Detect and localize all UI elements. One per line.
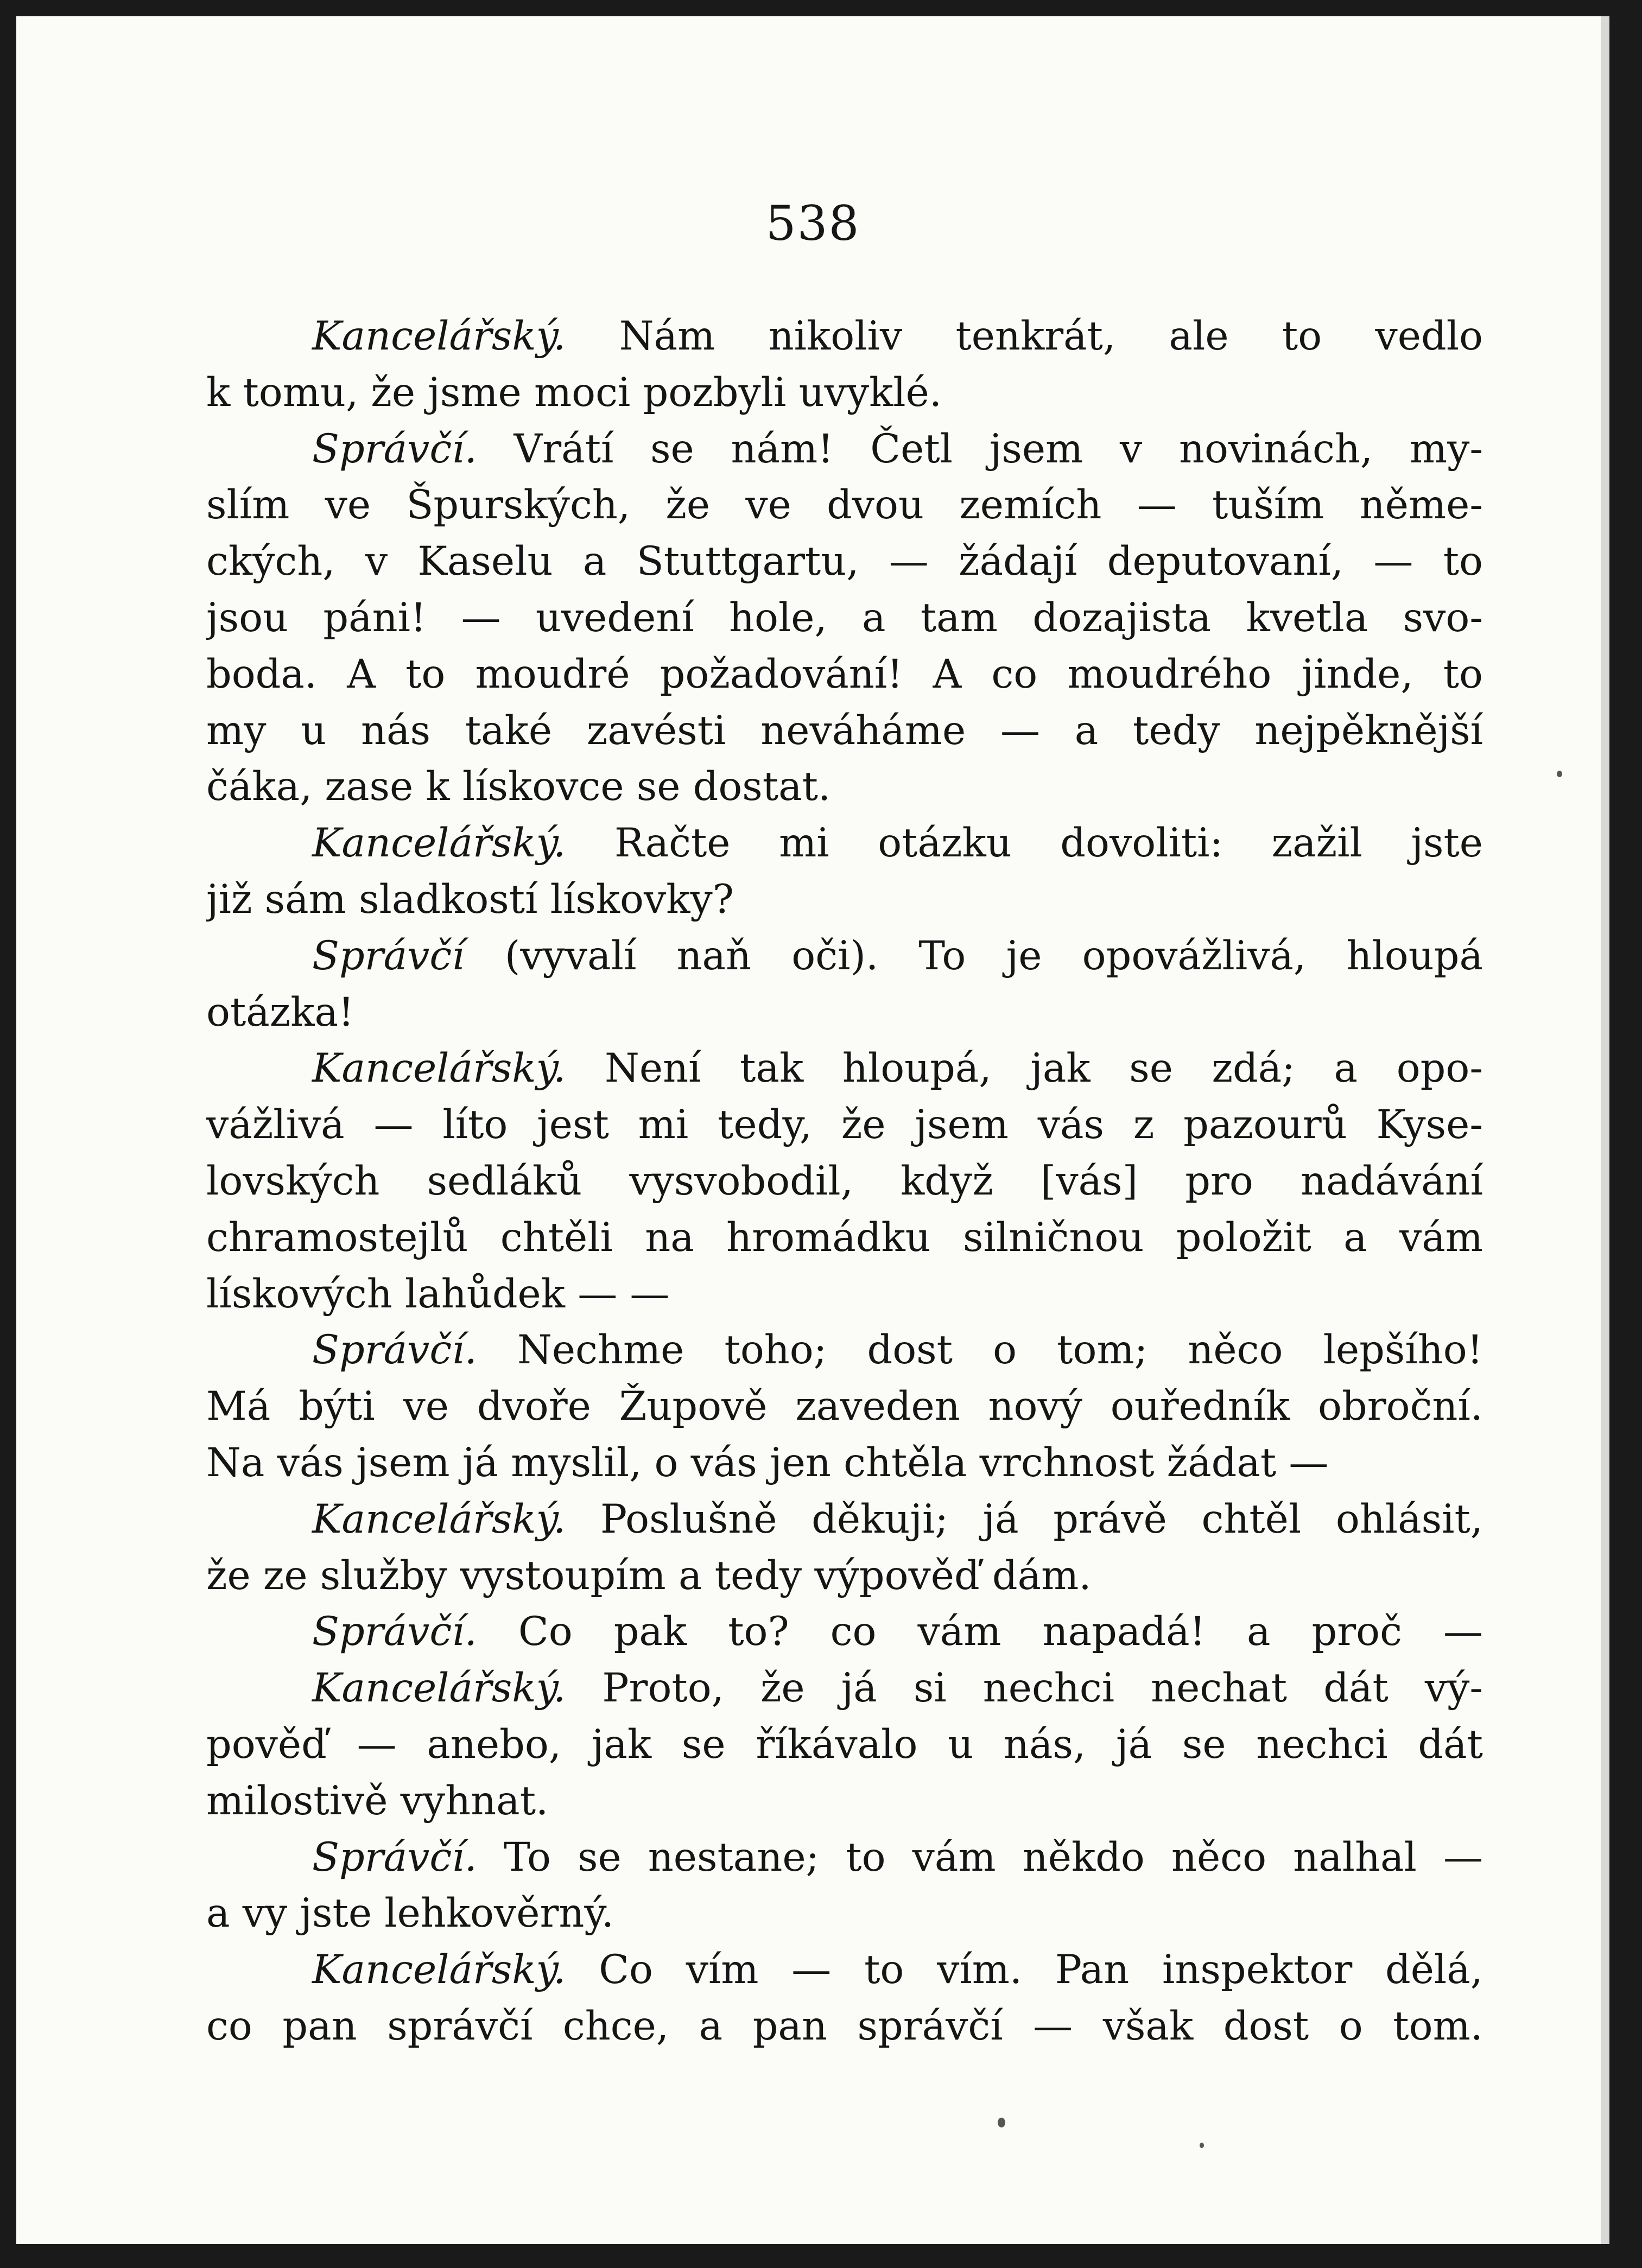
- speaker-name: Správčí: [312, 932, 465, 979]
- paragraph: [206, 928, 1483, 1041]
- paragraph: [206, 815, 1483, 928]
- text-line: [206, 815, 1483, 872]
- line-text: Poslušně děkuji; já právě chtěl ohlásit,: [566, 1496, 1483, 1542]
- line-text: (vyvalí naň oči). To je opovážlivá, hloupá: [464, 932, 1483, 979]
- text-line: vážlivá — líto jest mi tedy, že jsem vás z pazourů Kyse-: [206, 1102, 1483, 1148]
- text-line: lovských sedláků vysvobodil, když [vás] pro nadávání: [206, 1158, 1483, 1204]
- text-line: Má býti ve dvoře Župově zaveden nový ouředník obroční.: [206, 1383, 1483, 1430]
- speaker-name: Správčí.: [312, 1609, 477, 1655]
- line-text: Proto, že já si nechci nechat dát vý-: [566, 1665, 1483, 1712]
- text-line: [206, 1942, 1483, 1998]
- text-line: čáka, zase k lískovce se dostat.: [206, 764, 831, 810]
- paragraph: [206, 308, 1483, 421]
- page-number: 538: [765, 195, 860, 251]
- text-line: Na vás jsem já myslil, o vás jen chtěla vrchnost žádat —: [206, 1439, 1329, 1486]
- text-line: již sám sladkostí lískovky?: [206, 876, 734, 923]
- speaker-name: Kancelářský.: [312, 820, 566, 867]
- paragraph: [206, 1322, 1483, 1491]
- text-line: jsou páni! — uvedení hole, a tam dozajista kvetla svo-: [206, 594, 1483, 641]
- ink-speck: [1557, 771, 1562, 777]
- speaker-name: Kancelářský.: [312, 1665, 566, 1712]
- paragraph: [206, 1829, 1483, 1942]
- speaker-name: Kancelářský.: [312, 313, 566, 359]
- text-line: a vy jste lehkověrný.: [206, 1890, 614, 1937]
- dialogue-text: [206, 308, 1483, 2055]
- text-line: ckých, v Kaselu a Stuttgartu, — žádají deputovaní, — to: [206, 538, 1483, 585]
- speaker-name: Kancelářský.: [312, 1947, 566, 1993]
- text-line: lískových lahůdek — —: [206, 1270, 670, 1317]
- paragraph: [206, 1491, 1483, 1604]
- line-text: Není tak hloupá, jak se zdá; a opo-: [566, 1045, 1483, 1092]
- line-text: Co pak to? co vám napadá! a proč —: [477, 1609, 1483, 1655]
- book-page: [16, 16, 1609, 2244]
- speaker-name: Kancelářský.: [312, 1496, 566, 1542]
- text-line: slím ve Špurských, že ve dvou zemích — tuším něme-: [206, 482, 1483, 529]
- line-text: Co vím — to vím. Pan inspektor dělá,: [566, 1947, 1483, 1993]
- paragraph: [206, 421, 1483, 816]
- text-line: [206, 1322, 1483, 1378]
- text-line: my u nás také zavésti neváháme — a tedy nejpěknější: [206, 707, 1483, 754]
- text-line: [206, 1040, 1483, 1097]
- line-text: Vrátí se nám! Četl jsem v novinách, my-: [477, 425, 1483, 472]
- paragraph: [206, 1604, 1483, 1660]
- text-line: chramostejlů chtěli na hromádku silničnou položit a vám: [206, 1214, 1483, 1261]
- text-line: [206, 1660, 1483, 1717]
- speaker-name: Správčí.: [312, 425, 477, 472]
- speaker-name: Správčí.: [312, 1834, 477, 1881]
- line-text: Nám nikoliv tenkrát, ale to vedlo: [566, 313, 1483, 359]
- paragraph: [206, 1040, 1483, 1322]
- text-line: co pan správčí chce, a pan správčí — však dost o tom.: [206, 2003, 1483, 2049]
- line-text: Nechme toho; dost o tom; něco lepšího!: [477, 1327, 1483, 1374]
- speaker-name: Správčí.: [312, 1327, 477, 1374]
- page-edge: [1601, 16, 1609, 2244]
- line-text: Račte mi otázku dovoliti: zažil jste: [566, 820, 1483, 867]
- text-line: milostivě vyhnat.: [206, 1777, 549, 1824]
- text-line: boda. A to moudré požadování! A co moudrého jinde, to: [206, 651, 1483, 697]
- text-line: [206, 308, 1483, 365]
- text-line: pověď — anebo, jak se říkávalo u nás, já se nechci dát: [206, 1721, 1483, 1768]
- paragraph: [206, 1660, 1483, 1829]
- speaker-name: Kancelářský.: [312, 1045, 566, 1092]
- text-line: že ze služby vystoupím a tedy výpověď dám.: [206, 1552, 1092, 1599]
- ink-speck: [1200, 2143, 1204, 2148]
- ink-speck: [998, 2118, 1005, 2127]
- text-line: [206, 421, 1483, 478]
- text-line: otázka!: [206, 989, 354, 1035]
- text-line: [206, 928, 1483, 984]
- paragraph: [206, 1942, 1483, 2055]
- text-line: [206, 1829, 1483, 1886]
- text-line: k tomu, že jsme moci pozbyli uvyklé.: [206, 369, 942, 416]
- text-line: [206, 1491, 1483, 1548]
- text-line: [206, 1604, 1483, 1660]
- line-text: To se nestane; to vám někdo něco nalhal —: [477, 1834, 1483, 1881]
